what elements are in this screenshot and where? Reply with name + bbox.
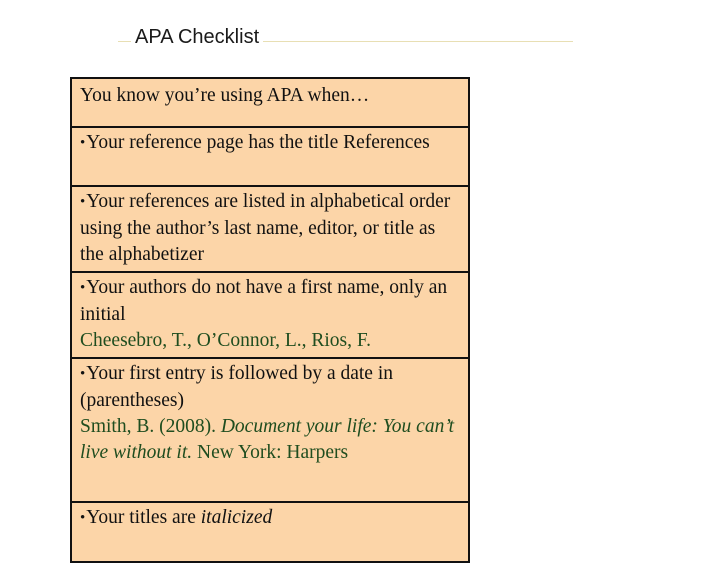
checklist-item bbox=[72, 126, 468, 185]
item-text: Your titles are bbox=[86, 507, 201, 528]
bullet-icon: • bbox=[80, 366, 86, 382]
item-text: Your references are listed in alphabetical order using the author’s last name, editor, or title as the alphabetizer bbox=[80, 191, 451, 265]
bullet-icon: • bbox=[80, 280, 86, 296]
item-text: Your authors do not have a first name, only an initial bbox=[80, 277, 448, 325]
item-example: Cheesebro, T., O’Connor, L., Rios, F. bbox=[80, 330, 372, 351]
page-title: APA Checklist bbox=[131, 24, 263, 50]
checklist-item bbox=[72, 501, 468, 561]
bullet-icon: • bbox=[80, 194, 86, 210]
apa-checklist-box bbox=[70, 77, 470, 563]
item-example-suffix: New York: Harpers bbox=[192, 442, 349, 463]
item-text-italic: italicized bbox=[200, 507, 273, 528]
checklist-item bbox=[72, 271, 468, 357]
bullet-icon: • bbox=[80, 135, 86, 151]
item-text: Your reference page has the title References bbox=[86, 132, 430, 153]
checklist-item bbox=[72, 357, 468, 501]
item-text: Your first entry is followed by a date in (parentheses) bbox=[80, 363, 393, 411]
item-example-prefix: Smith, B. (2008). bbox=[80, 416, 221, 437]
bullet-icon: • bbox=[80, 510, 86, 526]
checklist-item bbox=[72, 185, 468, 271]
item-example-title: Document your life: You can’t live without it. bbox=[80, 416, 455, 463]
checklist-intro: You know you’re using APA when… bbox=[80, 85, 370, 106]
